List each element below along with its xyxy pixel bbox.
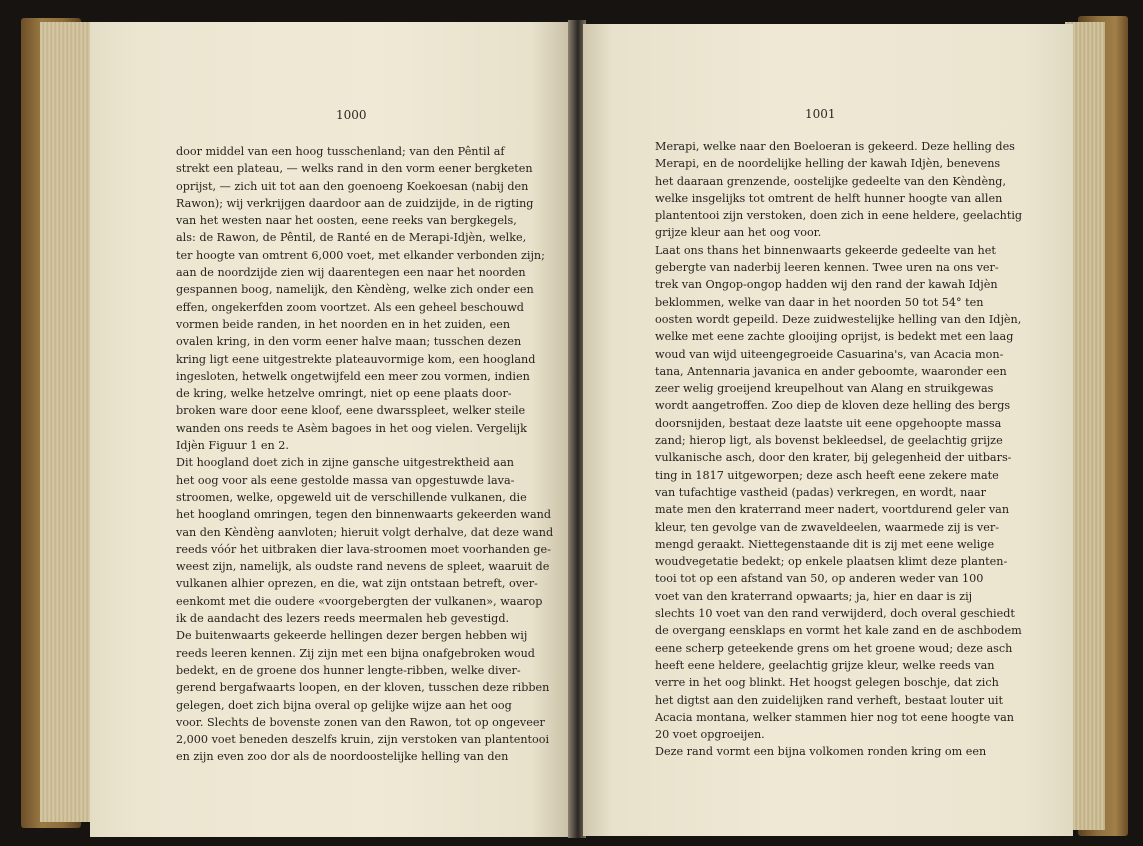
text-line: Dit hoogland doet zich in zijne gansche uitgestrektheid aan xyxy=(176,456,514,470)
right-page-body xyxy=(655,138,1023,761)
text-line: wordt aangetroffen. Zoo diep de kloven deze helling des bergs xyxy=(655,399,1011,413)
text-line: trek van Ongop-ongop hadden wij den rand der kawah Idjèn xyxy=(655,278,998,292)
text-line: zeer welig groeijend kreupelhout van Alang en struikgewas xyxy=(655,382,994,396)
text-line: van het westen naar het oosten, eene reeks van bergkegels, xyxy=(176,214,517,228)
text-line: weest zijn, namelijk, als oudste rand nevens de spleet, waaruit de xyxy=(176,560,550,574)
text-line: als: de Rawon, de Pêntil, de Ranté en de Merapi-Idjèn, welke, xyxy=(176,231,527,245)
text-line: wanden ons reeds te Asèm bagoes in het oog vielen. Vergelijk xyxy=(176,421,527,435)
text-line: Idjèn Figuur 1 en 2. xyxy=(176,439,289,453)
text-line: kleur, ten gevolge van de zwaveldeelen, waarmede zij is ver- xyxy=(655,520,999,534)
text-line: tana, Antennaria javanica en ander geboomte, waaronder een xyxy=(655,364,1007,378)
text-line: 2,000 voet beneden deszelfs kruin, zijn verstoken van plantentooi xyxy=(176,733,550,747)
text-line: kring ligt eene uitgestrekte plateauvormige kom, een hoogland xyxy=(176,352,536,366)
text-line: ik de aandacht des lezers reeds meermalen heb gevestigd. xyxy=(176,612,510,626)
left-page-edges xyxy=(40,22,96,822)
text-line: oosten wordt gepeild. Deze zuidwestelijke helling van den Idjèn, xyxy=(655,312,1022,326)
text-line: slechts 10 voet van den rand verwijderd, doch overal geschiedt xyxy=(655,607,1015,621)
text-line: gespannen boog, namelijk, den Kèndèng, welke zich onder een xyxy=(176,283,534,297)
text-line: het daaraan grenzende, oostelijke gedeelte van den Kèndèng, xyxy=(655,174,1007,188)
text-line: stroomen, welke, opgeweld uit de verschillende vulkanen, die xyxy=(176,490,527,504)
text-line: door middel van een hoog tusschenland; van den Pêntil af xyxy=(176,145,505,158)
text-line: Rawon); wij verkrijgen daardoor aan de zuidzijde, in de rigting xyxy=(176,196,534,210)
text-line: mengd geraakt. Niettegenstaande dit is zij met eene welige xyxy=(655,537,995,551)
text-line: reeds leeren kennen. Zij zijn met een bijna onafgebroken woud xyxy=(176,646,535,660)
text-line: ting in 1817 uitgeworpen; deze asch heeft eene zekere mate xyxy=(655,468,999,482)
text-line: het hoogland omringen, tegen den binnenwaarts gekeerden wand xyxy=(176,508,552,522)
text-line: mate men den kraterrand meer nadert, voortdurend geler van xyxy=(655,503,1010,517)
text-line: zand; hierop ligt, als bovenst bekleedsel, de geelachtig grijze xyxy=(655,434,1003,448)
text-line: broken ware door eene kloof, eene dwarsspleet, welker steile xyxy=(176,404,526,418)
left-page xyxy=(90,22,570,837)
text-line: gelegen, doet zich bijna overal op gelijke wijze aan het oog xyxy=(176,698,512,712)
right-page xyxy=(583,24,1073,836)
text-line: het oog voor als eene gestolde massa van opgestuwde lava- xyxy=(176,473,515,487)
text-line: gebergte van naderbij leeren kennen. Twee uren na ons ver- xyxy=(655,261,999,275)
text-line: eenkomt met die oudere «voorgebergten der vulkanen», waarop xyxy=(176,594,543,608)
text-line: aan de noordzijde zien wij daarentegen een naar het noorden xyxy=(176,266,526,280)
text-line: de overgang eensklaps en vormt het kale zand en de aschbodem xyxy=(655,624,1022,638)
text-line: De buitenwaarts gekeerde hellingen dezer bergen hebben wij xyxy=(176,629,528,643)
text-line: vormen beide randen, in het noorden en in het zuiden, een xyxy=(176,317,511,331)
text-line: reeds vóór het uitbraken dier lava-stroomen moet voorhanden ge- xyxy=(176,542,551,556)
text-line: vulkanische asch, door den krater, bij gelegenheid der uitbars- xyxy=(655,451,1012,465)
text-line: ovalen kring, in den vorm eener halve maan; tusschen dezen xyxy=(176,335,522,349)
text-line: Acacia montana, welker stammen hier nog tot eene hoogte van xyxy=(655,710,1014,724)
text-line: vulkanen alhier oprezen, en die, wat zijn ontstaan betreft, over- xyxy=(176,577,538,591)
text-line: voor. Slechts de bovenste zonen van den Rawon, tot op ongeveer xyxy=(176,715,545,729)
text-line: van tufachtige vastheid (padas) verkregen, en wordt, naar xyxy=(655,485,987,499)
text-line: de kring, welke hetzelve omringt, niet op eene plaats door- xyxy=(176,387,512,401)
text-line: voet van den kraterrand opwaarts; ja, hier en daar is zij xyxy=(655,589,973,603)
text-line: bedekt, en de groene dos hunner lengte-ribben, welke diver- xyxy=(176,663,521,677)
text-line: ingesloten, hetwelk ongetwijfeld een meer zou vormen, indien xyxy=(176,369,530,383)
text-line: Merapi, welke naar den Boeloeran is gekeerd. Deze helling des xyxy=(655,140,1015,153)
text-line: gerend bergafwaarts loopen, en der kloven, tusschen deze ribben xyxy=(176,681,550,695)
text-line: woudvegetatie bedekt; op enkele plaatsen klimt deze planten- xyxy=(655,555,1008,569)
text-line: strekt een plateau, — welks rand in den vorm eener bergketen xyxy=(176,162,533,176)
text-line: Deze rand vormt een bijna volkomen ronden kring om een xyxy=(655,745,987,759)
text-line: 20 voet opgroeijen. xyxy=(655,728,765,742)
text-line: het digtst aan den zuidelijken rand verheft, bestaat louter uit xyxy=(655,693,1003,707)
text-line: woud van wijd uiteengegroeide Casuarina's, van Acacia mon- xyxy=(655,347,1004,361)
text-line: doorsnijden, bestaat deze laatste uit eene opgehoopte massa xyxy=(655,416,1002,430)
text-line: Merapi, en de noordelijke helling der kawah Idjèn, benevens xyxy=(655,157,1001,171)
text-line: Laat ons thans het binnenwaarts gekeerde gedeelte van het xyxy=(655,243,996,257)
text-line: beklommen, welke van daar in het noorden 50 tot 54° ten xyxy=(655,295,984,309)
left-page-number: 1000 xyxy=(336,108,367,122)
text-line: plantentooi zijn verstoken, doen zich in eene heldere, geelachtig xyxy=(655,209,1023,223)
text-line: grijze kleur aan het oog voor. xyxy=(655,226,822,240)
text-line: welke insgelijks tot omtrent de helft hunner hoogte van allen xyxy=(655,191,1003,205)
text-line: verre in het oog blinkt. Het hoogst gelegen boschje, dat zich xyxy=(655,676,999,690)
text-line: eene scherp geteekende grens om het groene woud; deze asch xyxy=(655,641,1013,655)
text-line: heeft eene heldere, geelachtig grijze kleur, welke reeds van xyxy=(655,658,995,672)
text-line: van den Kèndèng aanvloten; hieruit volgt derhalve, dat deze wand xyxy=(176,525,554,539)
right-page-number: 1001 xyxy=(805,107,836,121)
text-line: ter hoogte van omtrent 6,000 voet, met elkander verbonden zijn; xyxy=(176,248,545,262)
left-page-body xyxy=(176,143,554,766)
text-line: effen, ongekerfden zoom voortzet. Als een geheel beschouwd xyxy=(176,300,524,314)
text-line: welke met eene zachte glooijing oprijst, is bedekt met een laag xyxy=(655,330,1014,344)
text-line: en zijn even zoo dor als de noordoostelijke helling van den xyxy=(176,750,509,764)
text-line: oprijst, — zich uit tot aan den goenoeng Koekoesan (nabij den xyxy=(176,179,529,193)
text-line: tooi tot op een afstand van 50, op anderen weder van 100 xyxy=(655,572,984,586)
